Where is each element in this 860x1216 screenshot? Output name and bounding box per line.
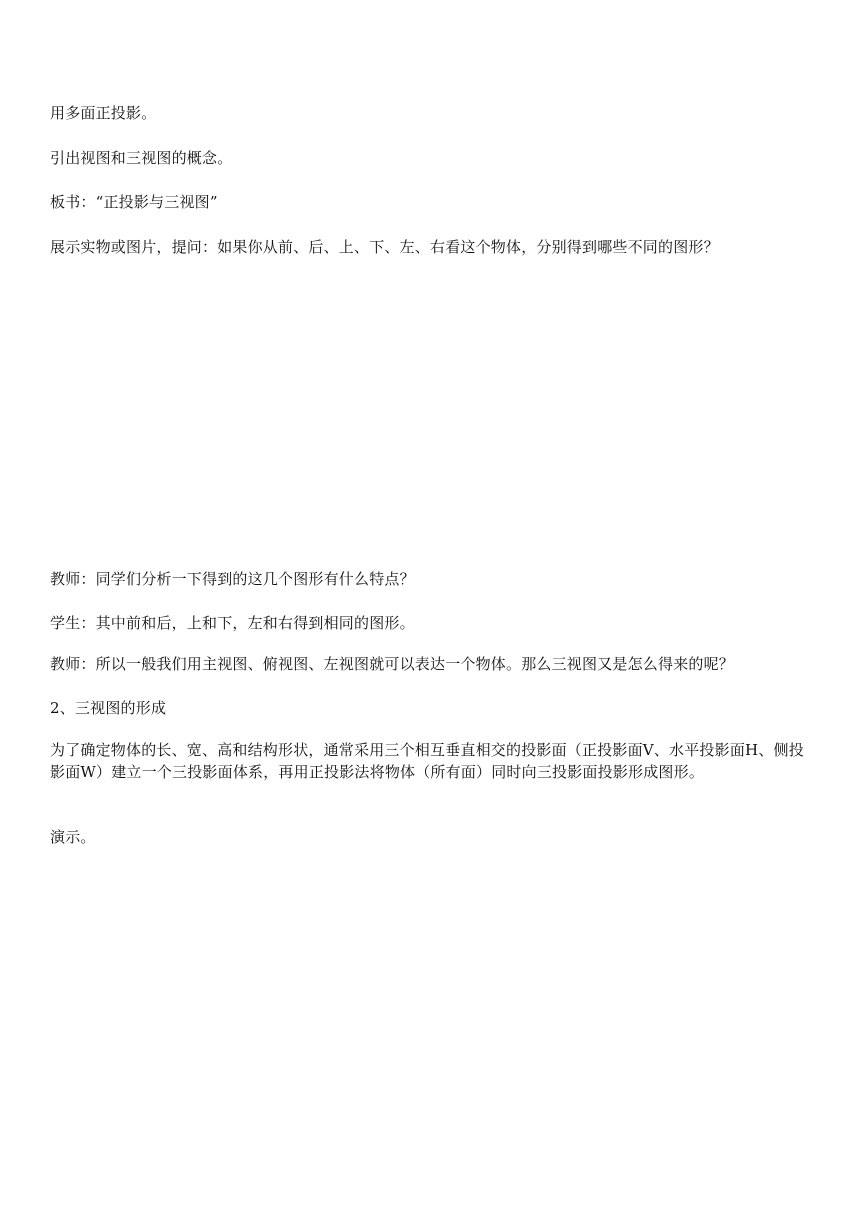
paragraph-projection-system: 为了确定物体的长、宽、高和结构形状，通常采用三个相互垂直相交的投影面（正投影面V、水平投影面H、侧投影面W）建立一个三投影面体系，再用正投影法将物体（所有面）同时向三投影面投影形成图形。 — [50, 741, 804, 781]
paragraph-multi-view-projection: 用多面正投影。 — [50, 104, 157, 122]
blank-figure-area — [50, 275, 810, 545]
paragraph-board-writing: 板书：“正投影与三视图” — [50, 193, 218, 211]
section-heading-three-view-formation: 2、三视图的形成 — [50, 699, 167, 717]
paragraph-teacher-three-views: 教师：所以一般我们用主视图、俯视图、左视图就可以表达一个物体。那么三视图又是怎么得来的呢？ — [50, 655, 735, 673]
paragraph-teacher-analysis: 教师：同学们分析一下得到的这几个图形有什么特点？ — [50, 570, 415, 588]
paragraph-question: 展示实物或图片，提问：如果你从前、后、上、下、左、右看这个物体，分别得到哪些不同的图形？ — [50, 238, 719, 256]
paragraph-view-concept: 引出视图和三视图的概念。 — [50, 149, 233, 167]
paragraph-demonstration: 演示。 — [50, 828, 96, 846]
paragraph-student-answer: 学生：其中前和后，上和下，左和右得到相同的图形。 — [50, 614, 415, 632]
